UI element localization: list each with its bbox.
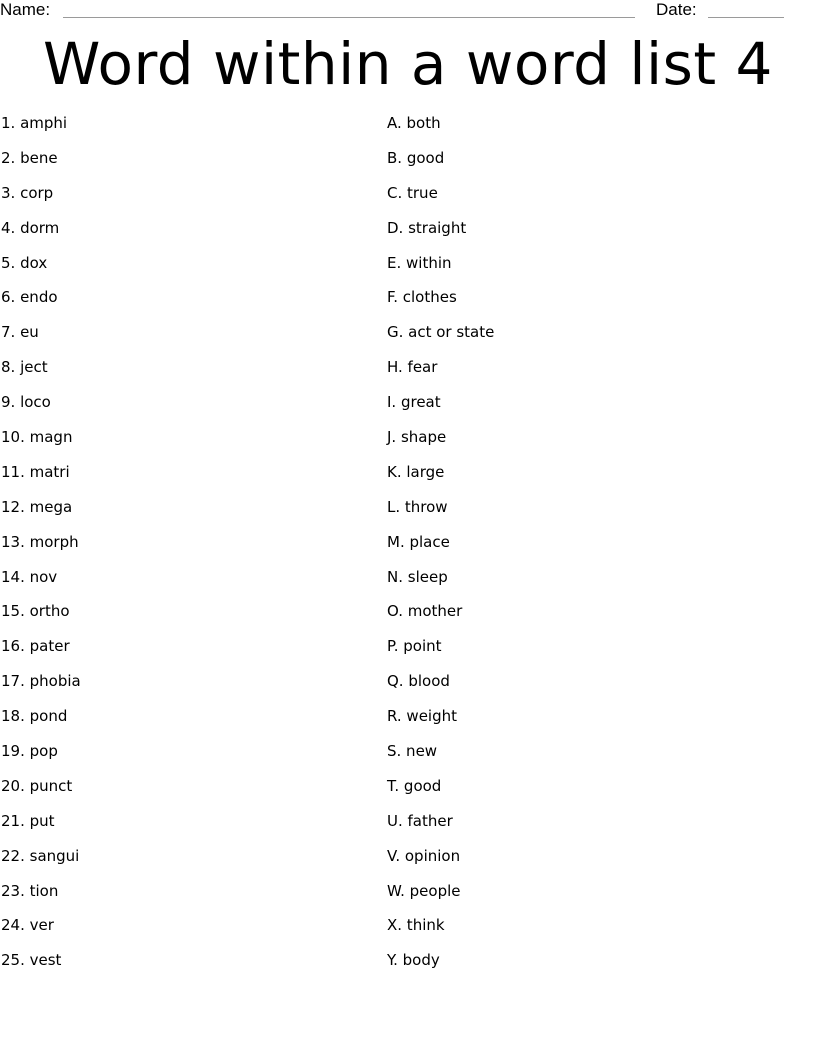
root-item: 14. nov bbox=[1, 567, 58, 586]
root-item: 13. morph bbox=[1, 532, 79, 551]
meaning-item: U. father bbox=[387, 811, 453, 830]
name-field-line[interactable] bbox=[63, 17, 635, 18]
meaning-item: W. people bbox=[387, 881, 461, 900]
page-title: Word within a word list 4 bbox=[43, 30, 773, 98]
meaning-item: A. both bbox=[387, 114, 441, 132]
root-item: 8. ject bbox=[1, 358, 48, 377]
root-item: 19. pop bbox=[1, 742, 58, 761]
meaning-item: L. throw bbox=[387, 497, 448, 516]
root-item: 1. amphi bbox=[1, 114, 68, 132]
meaning-item: B. good bbox=[387, 148, 445, 167]
meaning-item: C. true bbox=[387, 183, 438, 202]
root-item: 12. mega bbox=[1, 497, 73, 516]
root-item: 15. ortho bbox=[1, 602, 70, 621]
date-label: Date: bbox=[656, 0, 697, 19]
meaning-item: G. act or state bbox=[387, 323, 495, 342]
meaning-item: K. large bbox=[387, 462, 445, 481]
root-item: 4. dorm bbox=[1, 218, 60, 237]
root-item: 7. eu bbox=[1, 323, 39, 342]
date-field-line[interactable] bbox=[708, 17, 784, 18]
meaning-item: P. point bbox=[387, 637, 442, 656]
root-item: 16. pater bbox=[1, 637, 70, 656]
meaning-item: Y. body bbox=[387, 951, 440, 970]
meaning-item: X. think bbox=[387, 916, 445, 935]
root-item: 6. endo bbox=[1, 288, 58, 307]
meaning-item: T. good bbox=[387, 776, 442, 795]
meaning-item: S. new bbox=[387, 742, 438, 761]
meaning-item: V. opinion bbox=[387, 846, 461, 865]
meanings-list bbox=[387, 110, 787, 982]
meaning-item: J. shape bbox=[387, 428, 447, 447]
meaning-item: D. straight bbox=[387, 218, 467, 237]
root-item: 17. phobia bbox=[1, 672, 81, 691]
meaning-item: F. clothes bbox=[387, 288, 457, 307]
root-item: 10. magn bbox=[1, 428, 73, 447]
meaning-item: O. mother bbox=[387, 602, 463, 621]
worksheet-header bbox=[0, 0, 816, 24]
root-item: 11. matri bbox=[1, 462, 70, 481]
root-item: 20. punct bbox=[1, 776, 73, 795]
meaning-item: E. within bbox=[387, 253, 452, 272]
name-label: Name: bbox=[0, 0, 51, 19]
root-item: 5. dox bbox=[1, 253, 48, 272]
meaning-item: N. sleep bbox=[387, 567, 448, 586]
root-item: 18. pond bbox=[1, 707, 68, 726]
root-item: 3. corp bbox=[1, 183, 54, 202]
meaning-item: H. fear bbox=[387, 358, 438, 377]
root-item: 23. tion bbox=[1, 881, 59, 900]
meaning-item: I. great bbox=[387, 393, 441, 412]
meaning-item: M. place bbox=[387, 532, 450, 551]
root-item: 9. loco bbox=[1, 393, 51, 412]
meaning-item: Q. blood bbox=[387, 672, 450, 691]
root-item: 24. ver bbox=[1, 916, 54, 935]
root-item: 21. put bbox=[1, 811, 55, 830]
root-item: 2. bene bbox=[1, 148, 58, 167]
roots-list bbox=[1, 110, 371, 982]
root-item: 22. sangui bbox=[1, 846, 80, 865]
root-item: 25. vest bbox=[1, 951, 62, 970]
meaning-item: R. weight bbox=[387, 707, 457, 726]
